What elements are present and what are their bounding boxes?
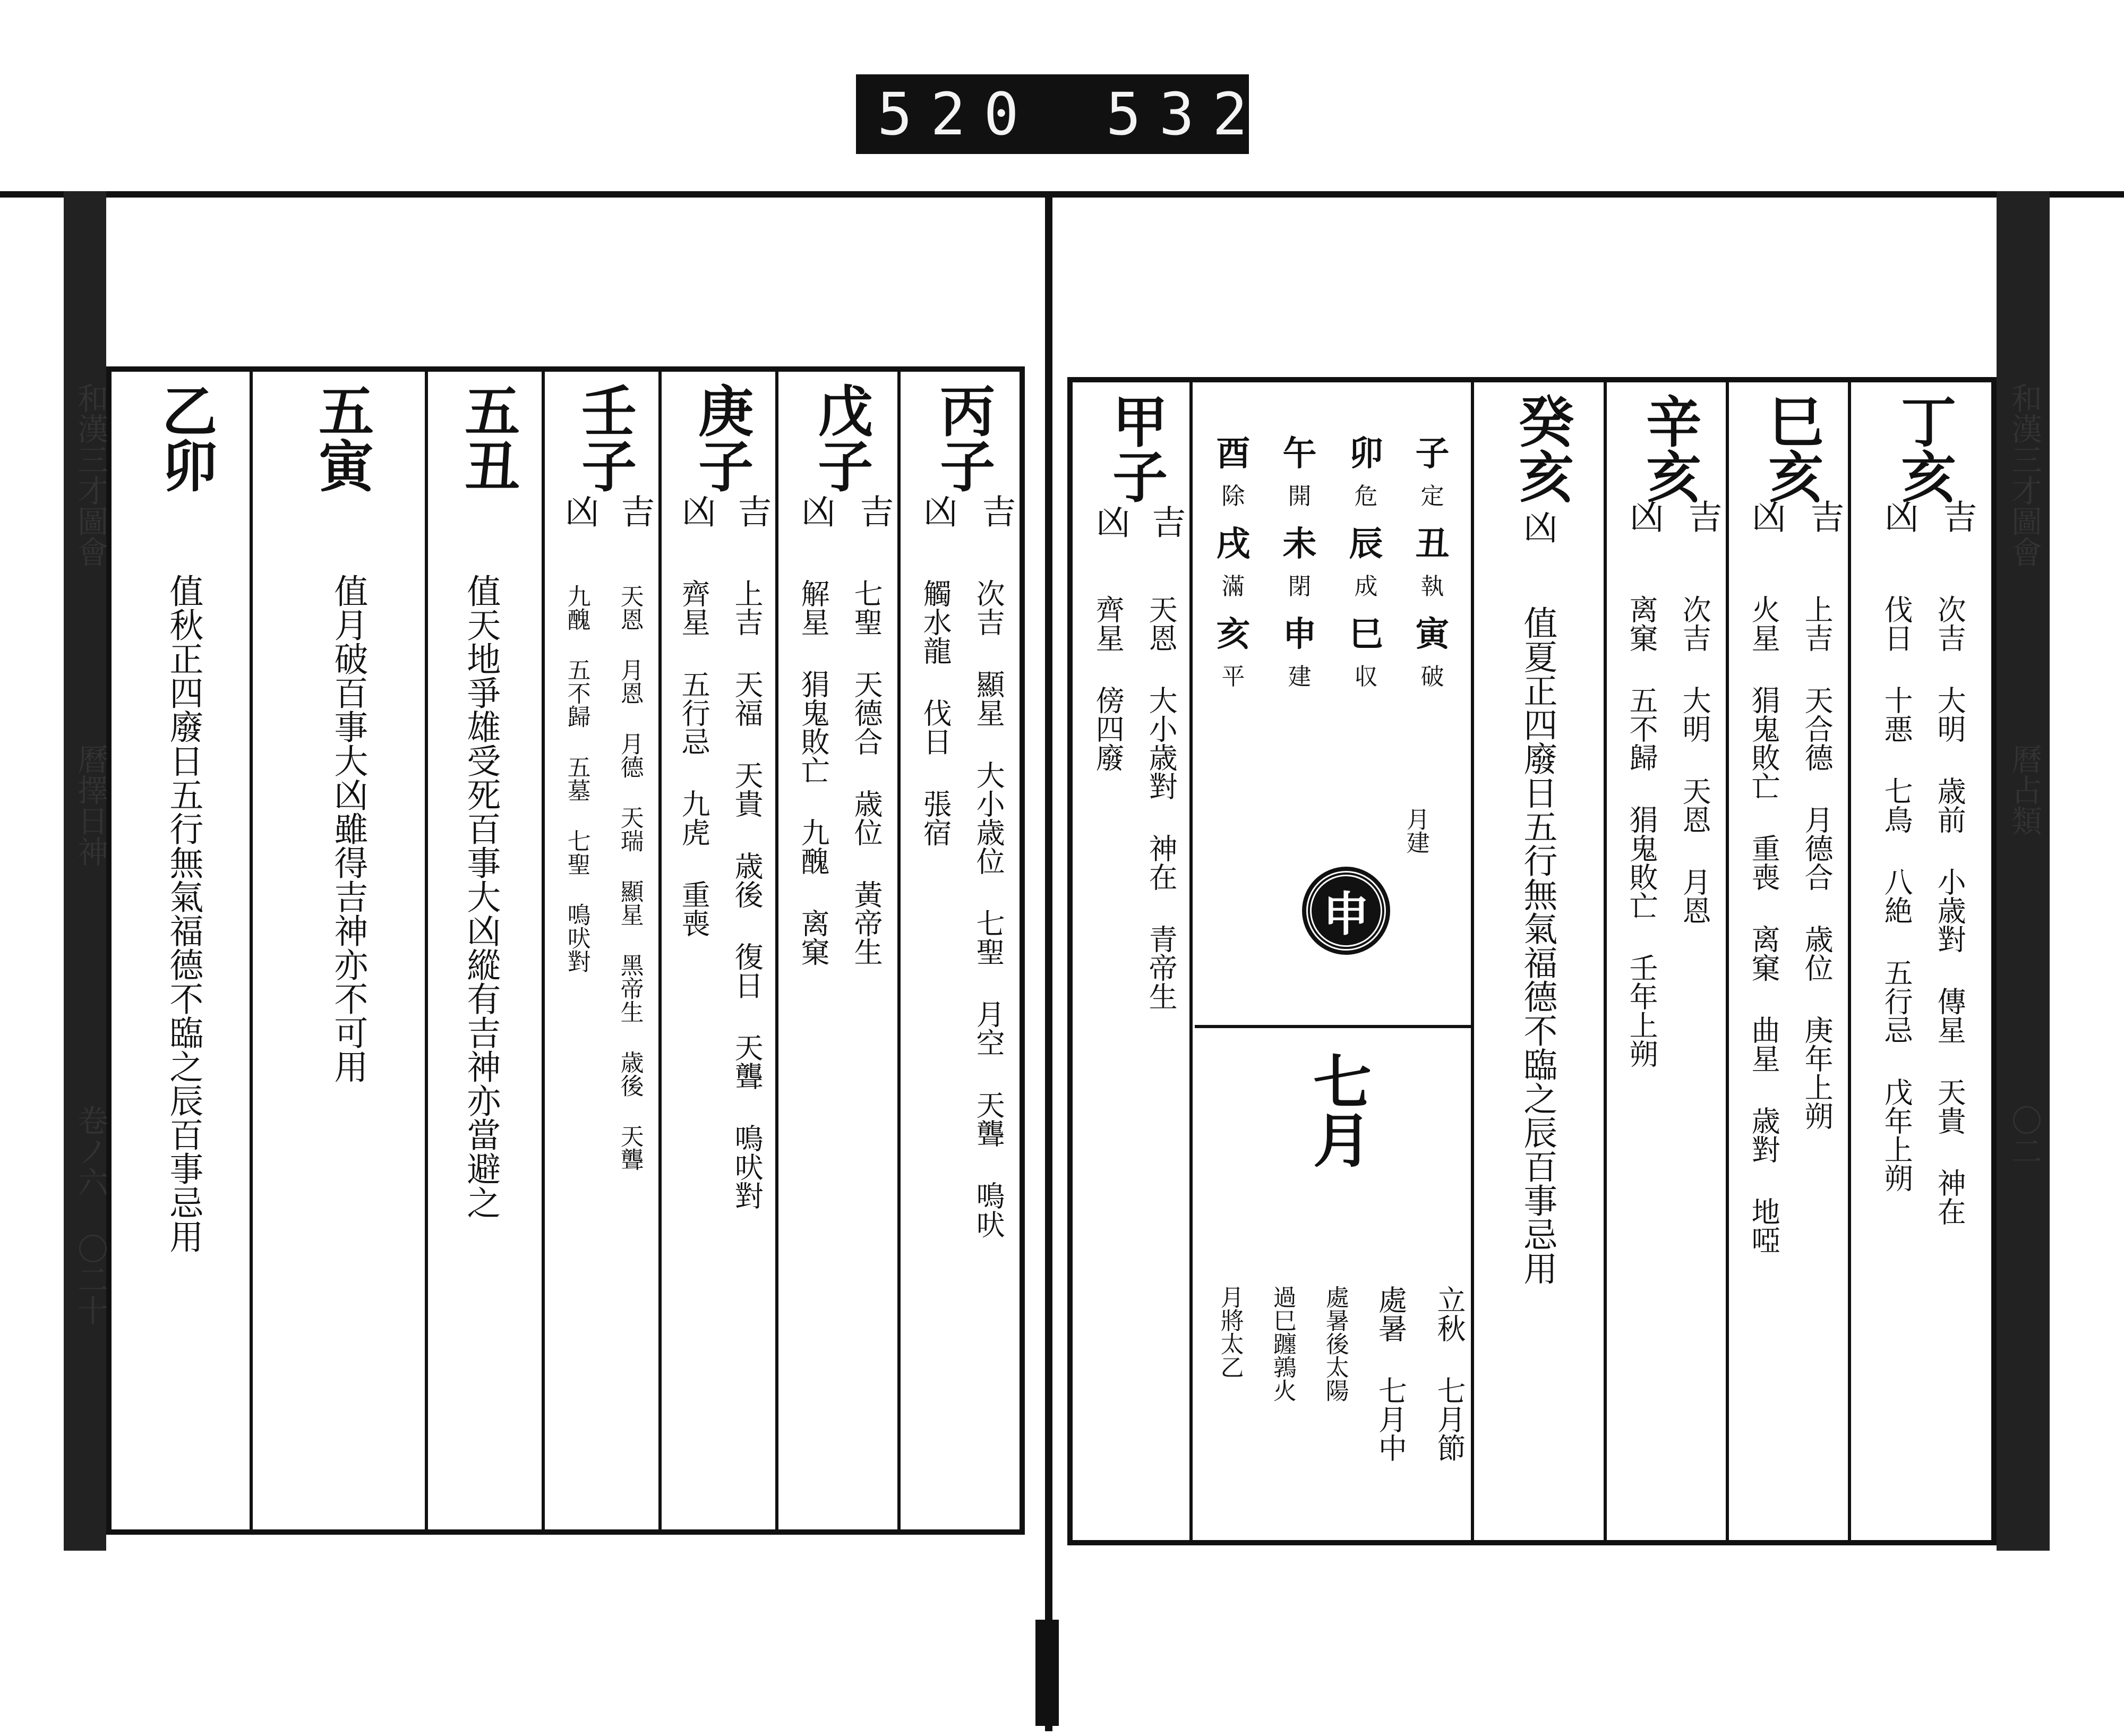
fortune-label: 吉: [732, 494, 772, 528]
day-label: 甲子: [1103, 393, 1169, 503]
branch-row-2: [1200, 526, 1466, 568]
day-label: 五丑: [455, 382, 521, 493]
bad-label: 凶: [918, 494, 957, 528]
officer: 除: [1221, 483, 1245, 510]
column-text: 值天地爭雄受死百事大凶縱有吉神亦當避之: [461, 574, 501, 1219]
fortune-label: 吉: [1146, 504, 1186, 538]
officer: 滿: [1221, 573, 1245, 600]
day-label: 五寅: [309, 382, 375, 493]
day-label: 壬子: [572, 382, 638, 493]
left-divider-4: [658, 372, 662, 1529]
officer: 平: [1221, 663, 1245, 690]
solar-term: 立秋 七月節: [1432, 1285, 1466, 1462]
branch: 酉: [1216, 434, 1251, 474]
month-building-table: [1200, 404, 1466, 1020]
bad-spirits: 火星 狷鬼敗亡 重喪 离窠 曲星 歳對 地啞: [1747, 595, 1781, 1254]
bad-label: 凶: [676, 494, 716, 528]
column-xinhai: [1609, 382, 1726, 1524]
catalog-number-label: [856, 74, 1266, 154]
bad-label: 凶: [1746, 499, 1786, 533]
fortune-label: 吉: [854, 494, 894, 528]
left-margin-leaf: 卷ノ六 〇二十: [72, 1105, 108, 1325]
day-label: 戊子: [808, 382, 874, 493]
officer-row-1: [1200, 483, 1466, 520]
column-guihai: [1476, 382, 1604, 1524]
officer: 開: [1288, 483, 1312, 510]
branch-row-1: [1200, 435, 1466, 478]
center-fold-line: [1045, 191, 1052, 1731]
officer-row-3: [1200, 664, 1466, 701]
column-renzi: [547, 382, 658, 1524]
branch: 子: [1415, 434, 1450, 474]
solar-term-note: 過巳躔鶉火: [1269, 1285, 1296, 1402]
good-spirits: 天恩 月恩 月德 天瑞 顯星 黑帝生 歳後 天聾: [616, 584, 644, 1171]
bad-label: 凶: [559, 494, 599, 528]
catalog-number-right: 532: [1106, 80, 1266, 148]
fortune-label: 吉: [1804, 499, 1844, 533]
month-name: 七月: [1304, 1051, 1372, 1168]
column-text: 值夏正四廢日五行無氣福德不臨之辰百事忌用: [1518, 605, 1557, 1285]
left-margin-section: 曆擇日神: [72, 743, 108, 867]
left-divider-6: [897, 372, 901, 1529]
month-building-label: 月建: [1402, 807, 1429, 854]
bad-spirits: 解星 狷鬼敗亡 九醜 离窠: [796, 579, 830, 966]
month-box-divider: [1195, 1025, 1471, 1028]
bad-spirits: 齊星 傍四廢: [1091, 595, 1125, 772]
column-jiazi: [1078, 393, 1189, 1535]
solar-term-note: 處暑後太陽: [1321, 1285, 1349, 1402]
branch: 丑: [1415, 524, 1450, 564]
right-divider-5: [1848, 382, 1851, 1540]
officer-row-2: [1200, 574, 1466, 611]
bad-label: 凶: [1090, 504, 1130, 538]
branch: 卯: [1349, 434, 1383, 474]
branch: 戌: [1216, 524, 1251, 564]
right-margin-leaf: 〇二: [2006, 1105, 2042, 1166]
day-label: 癸亥: [1509, 393, 1575, 503]
good-spirits: 天恩 大小歳對 神在 青帝生: [1144, 595, 1178, 1011]
left-divider-3: [542, 372, 545, 1529]
column-bingzi: [903, 382, 1020, 1524]
day-label: 丁亥: [1891, 393, 1957, 503]
branch: 申: [1282, 614, 1317, 654]
top-binding-rule: [0, 191, 2124, 198]
center-fold-foot: [1035, 1620, 1059, 1726]
officer: 定: [1420, 483, 1444, 510]
right-divider-2: [1471, 382, 1474, 1540]
branch: 辰: [1349, 524, 1383, 564]
column-wuzi: [781, 382, 897, 1524]
officer: 危: [1354, 483, 1378, 510]
good-spirits: 次吉 大明 天恩 月恩: [1678, 595, 1712, 925]
column-wuchou: [430, 382, 542, 1524]
column-text: 值月破百事大凶雖得吉神亦不可用: [328, 574, 368, 1083]
column-text: 值秋正四廢日五行無氣福德不臨之辰百事忌用: [164, 574, 203, 1253]
catalog-number-left: 520: [877, 80, 1037, 148]
day-label: 巳亥: [1759, 393, 1825, 503]
left-divider-1: [250, 372, 253, 1529]
branch: 寅: [1415, 614, 1450, 654]
day-label: 乙卯: [152, 382, 218, 493]
column-sihai: [1731, 382, 1848, 1524]
officer: 成: [1354, 573, 1378, 600]
officer: 破: [1420, 663, 1444, 690]
bad-label: 凶: [1518, 510, 1557, 544]
day-label: 庚子: [689, 382, 755, 493]
right-divider-4: [1726, 382, 1729, 1540]
day-label: 丙子: [930, 382, 996, 493]
bad-spirits: 齊星 五行忌 九虎 重喪: [677, 579, 711, 937]
right-divider-3: [1604, 382, 1607, 1540]
bad-label: 凶: [1624, 499, 1664, 533]
column-dinghai: [1853, 382, 1991, 1524]
good-spirits: 次吉 大明 歳前 小歳對 傳星 天貴 神在: [1933, 595, 1967, 1226]
solar-term: 處暑 七月中: [1374, 1285, 1408, 1462]
bad-label: 凶: [1879, 499, 1919, 533]
bad-spirits: 九醜 五不歸 五墓 七聖 鳴吠對: [563, 584, 590, 973]
good-spirits: 七聖 天德合 歳位 黃帝生: [850, 579, 884, 966]
left-margin-title: 和漢三才圖會: [72, 382, 108, 567]
bad-spirits: 离窠 五不歸 狷鬼敗亡 壬年上朔: [1625, 595, 1659, 1068]
right-margin-section: 曆占類: [2006, 743, 2042, 836]
column-yimao: [114, 382, 247, 1524]
branch: 午: [1282, 434, 1317, 474]
branch: 巳: [1349, 614, 1383, 654]
column-wuyin: [255, 382, 425, 1524]
bad-spirits: 觸水龍 伐日 張宿: [919, 579, 953, 846]
column-gengzi: [664, 382, 775, 1524]
good-spirits: 次吉 顯星 大小歳位 七聖 月空 天聾 鳴吠: [972, 579, 1006, 1238]
left-divider-5: [775, 372, 778, 1529]
bad-spirits: 伐日 十悪 七鳥 八絶 五行忌 戊年上朔: [1880, 595, 1914, 1192]
left-divider-2: [425, 372, 428, 1529]
fortune-label: 吉: [1937, 499, 1977, 533]
officer: 執: [1420, 573, 1444, 600]
solar-term-note: 月將太乙: [1216, 1285, 1244, 1379]
month-branch-circle: 申: [1306, 871, 1386, 951]
bad-label: 凶: [795, 494, 835, 528]
solar-terms: [1216, 1285, 1466, 1529]
good-spirits: 上吉 天福 天貴 歳後 復日 天聾 鳴吠對: [730, 579, 764, 1210]
fortune-label: 吉: [615, 494, 655, 528]
right-divider-1: [1189, 382, 1193, 1540]
branch: 亥: [1216, 614, 1251, 654]
right-margin-title: 和漢三才圖會: [2006, 382, 2042, 567]
branch-row-3: [1200, 616, 1466, 659]
fortune-label: 吉: [976, 494, 1016, 528]
good-spirits: 上吉 天合德 月德合 歳位 庚年上朔: [1800, 595, 1834, 1130]
branch: 未: [1282, 524, 1317, 564]
officer: 収: [1354, 663, 1378, 690]
officer: 閉: [1288, 573, 1312, 600]
officer: 建: [1288, 663, 1312, 690]
fortune-label: 吉: [1682, 499, 1722, 533]
day-label: 辛亥: [1637, 393, 1702, 503]
